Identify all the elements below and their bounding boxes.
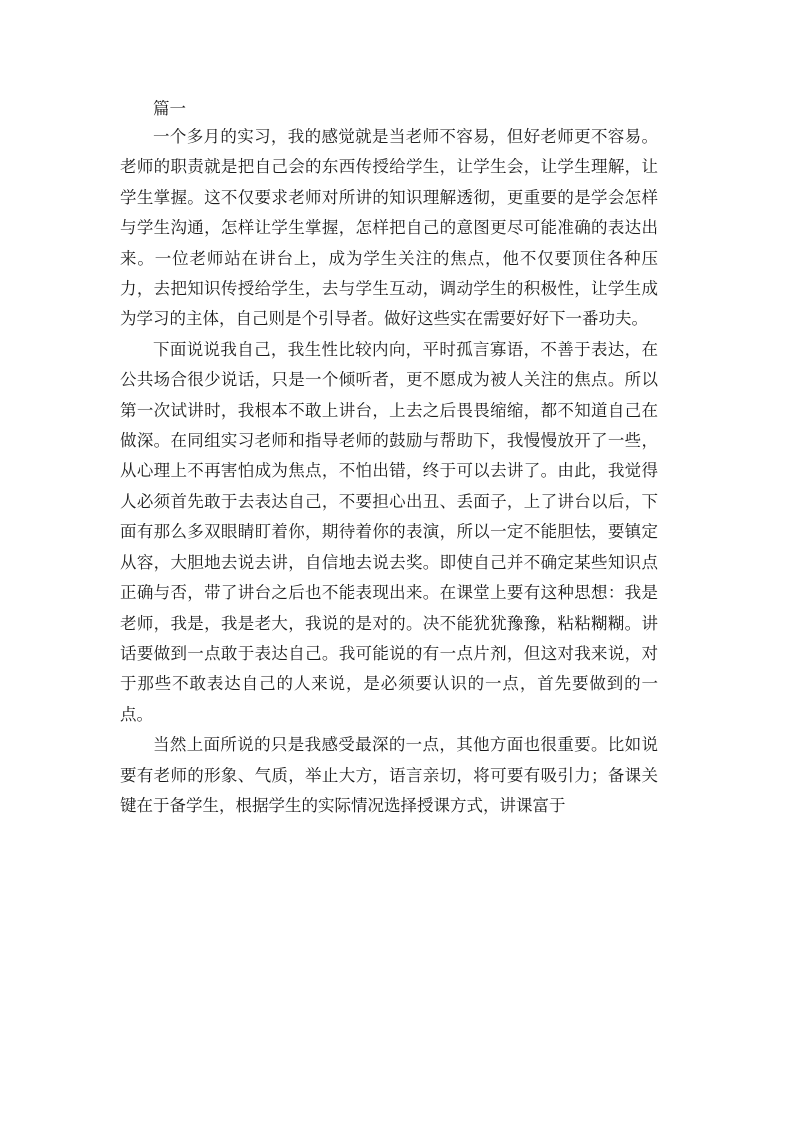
document-body	[120, 96, 658, 821]
section-heading: 篇一	[153, 99, 186, 118]
paragraph-1: 一个多月的实习，我的感觉就是当老师不容易，但好老师更不容易。老师的职责就是把自己会的东西传授给学生，让学生会，让学生理解，让学生掌握。这不仅要求老师对所讲的知识理解透彻，更重要的是学会怎样与学生沟通，怎样让学生掌握，怎样把自己的意图更尽可能准确的表达出来。一位老师站在讲台上，成为学生关注的焦点，他不仅要顶住各种压力，去把知识传授给学生，去与学生互动，调动学生的积极性，让学生成为学习的主体，自己则是个引导者。做好这些实在需要好好下一番功夫。	[120, 127, 658, 329]
paragraph-2: 下面说说我自己，我生性比较内向，平时孤言寡语，不善于表达，在公共场合很少说话，只是一个倾听者，更不愿成为被人关注的焦点。所以第一次试讲时，我根本不敢上讲台，上去之后畏畏缩缩，都不知道自己在做深。在同组实习老师和指导老师的鼓励与帮助下，我慢慢放开了一些，从心理上不再害怕成为焦点，不怕出错，终于可以去讲了。由此，我觉得人必须首先敢于去表达自己，不要担心出丑、丢面子，上了讲台以后，下面有那么多双眼睛盯着你，期待着你的表演，所以一定不能胆怯，要镇定从容，大胆地去说去讲，自信地去说去奖。即使自己并不确定某些知识点正确与否，带了讲台之后也不能表现出来。在课堂上要有这种思想：我是老师，我是，我是老大，我说的是对的。决不能犹犹豫豫，粘粘糊糊。讲话要做到一点敢于表达自己。我可能说的有一点片剂，但这对我来说，对于那些不敢表达自己的人来说，是必须要认识的一点，首先要做到的一点。	[120, 339, 658, 724]
paragraph-3: 当然上面所说的只是我感受最深的一点，其他方面也很重要。比如说要有老师的形象、气质，举止大方，语言亲切，将可要有吸引力；备课关键在于备学生，根据学生的实际情况选择授课方式，讲课富于	[120, 735, 658, 815]
